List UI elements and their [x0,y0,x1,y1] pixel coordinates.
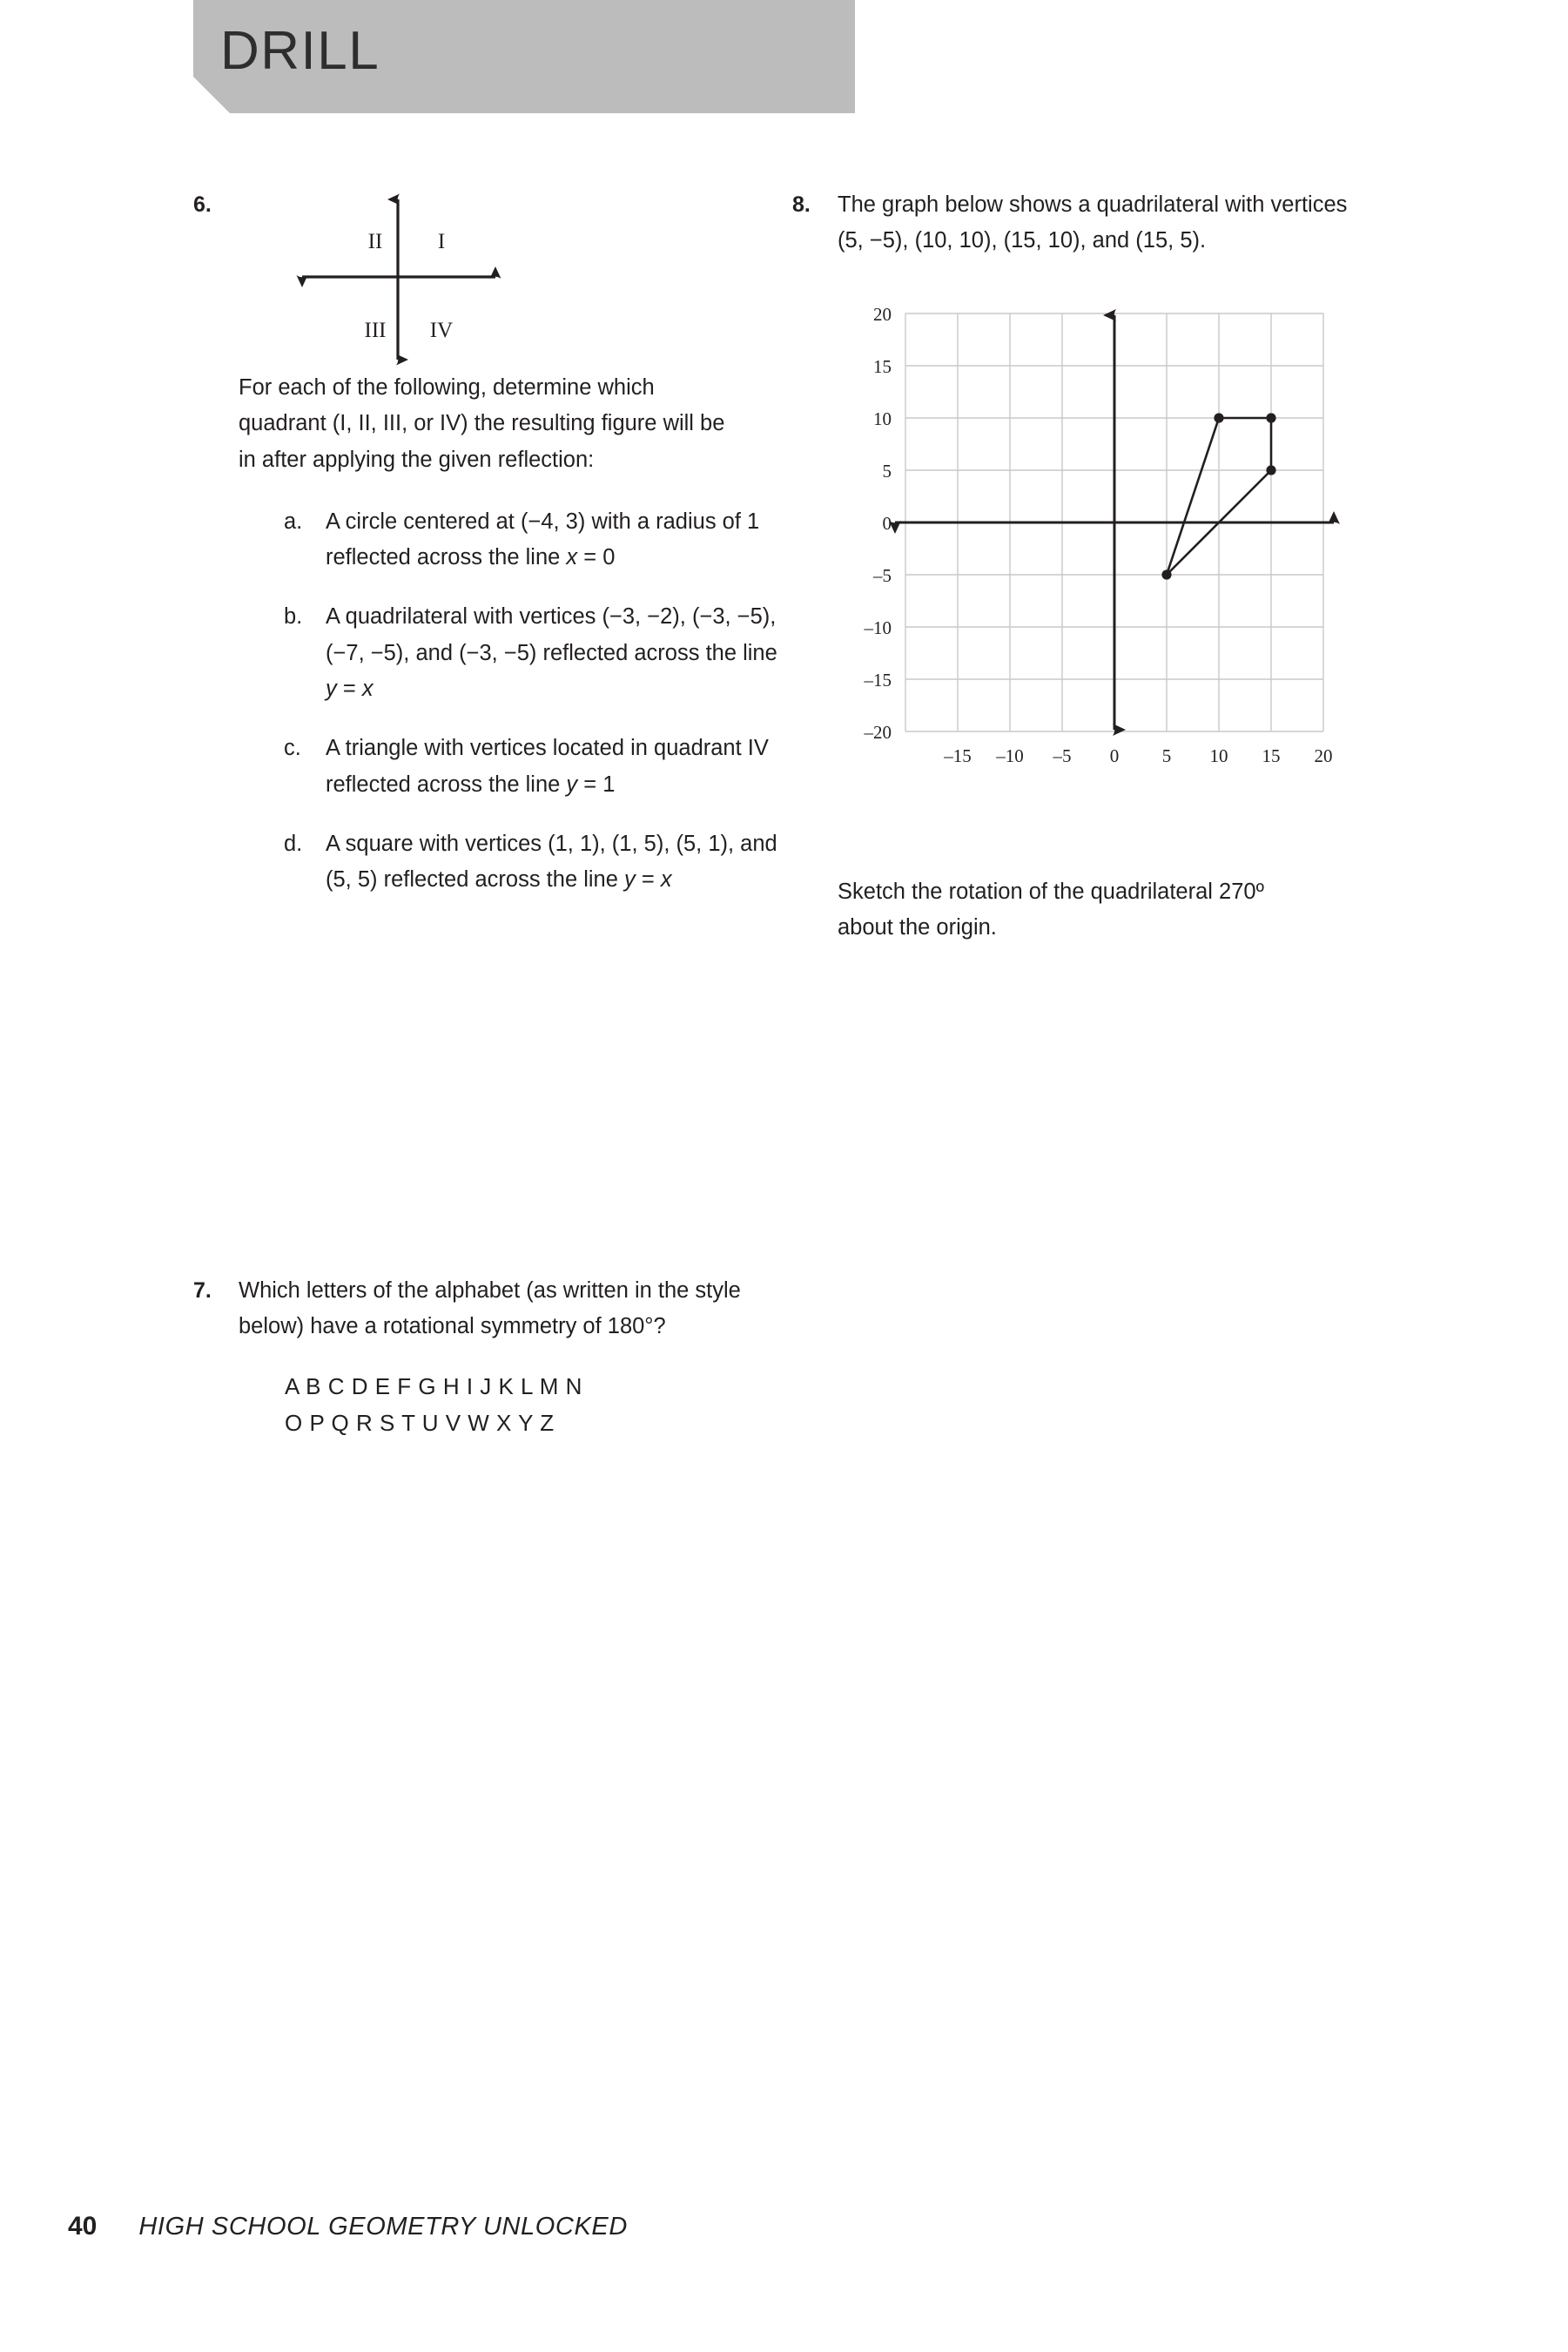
quadrant-label-IV: IV [429,319,454,342]
y-tick-label: –10 [864,617,892,638]
list-item [284,826,780,899]
x-tick-label: 20 [1314,745,1333,766]
coordinate-graph [838,300,1343,813]
question-8-body [838,187,1349,259]
x-tick-label: 15 [1262,745,1281,766]
y-tick-label: 20 [873,303,892,325]
sublist-text-b [326,599,780,707]
vertex-point [1214,413,1223,422]
list-item [284,731,780,803]
coordinate-graph-svg [838,300,1343,813]
sublist-var-d: y [624,867,636,893]
x-tick-label: 10 [1209,745,1228,766]
question-7 [193,1273,759,1441]
x-tick-label: –15 [944,745,972,766]
alphabet-block [285,1368,759,1441]
y-tick-label: –20 [864,721,892,743]
alphabet-row-2: O P Q R S T U V W X Y Z [285,1409,555,1436]
question-6-sublist [284,504,780,899]
graph-tick-labels [864,304,1333,766]
vertex-point [1266,465,1275,475]
footer-page-number: 40 [68,2212,98,2241]
sublist-label-b: b. [284,604,303,630]
sublist-text-c-part2: = 1 [577,772,616,797]
sublist-text-a-part2: = 0 [577,545,616,570]
question-6-body [239,187,780,922]
quadrant-diagram-svg [286,187,591,370]
sublist-text-a [326,504,780,576]
quadrant-label-III: III [364,319,387,342]
question-8-number: 8. [792,192,811,217]
sublist-label-a: a. [284,509,303,534]
quadrant-label-I: I [437,230,446,253]
page-title: DRILL [220,21,380,81]
sublist-label-c: c. [284,736,301,761]
question-8-sketch-note: Sketch the rotation of the quadrilateral 270º about the origin. [838,879,1264,940]
y-tick-label: –5 [873,564,892,586]
sublist-var-b: y [326,677,337,702]
sublist-text-c [326,731,780,803]
sublist-text-a-part1: A circle centered at (−4, 3) with a radius of 1 reflected across the line [326,509,760,570]
graph-axes [895,315,1334,730]
question-8 [792,187,1349,259]
left-column [193,187,777,922]
sublist-var-a: x [566,545,578,570]
right-column [792,187,1349,968]
vertex-point [1266,413,1275,422]
vertex-point [1161,569,1171,579]
list-item [284,599,780,707]
x-tick-label: –10 [996,745,1024,766]
sublist-var-c: y [566,772,578,797]
question-7-text: Which letters of the alphabet (as written in the style below) have a rotational symmetry of 180°? [239,1278,741,1339]
sublist-text-d-part1: A square with vertices (1, 1), (1, 5), (5, 1), and (5, 5) reflected across the line [326,831,777,893]
sublist-text-c-part1: A triangle with vertices located in quadrant IV reflected across the line [326,736,769,797]
footer-book-title: HIGH SCHOOL GEOMETRY UNLOCKED [138,2213,628,2241]
question-7-number: 7. [193,1278,212,1303]
question-8-text: The graph below shows a quadrilateral with vertices (5, −5), (10, 10), (15, 10), and (15, 5). [838,192,1348,253]
y-tick-label: 15 [873,355,892,377]
x-tick-label: –5 [1053,745,1072,766]
sublist-text-b-part1: A quadrilateral with vertices (−3, −2), (−3, −5), (−7, −5), and (−3, −5) reflected across the line [326,604,777,665]
y-tick-label: 0 [882,512,892,534]
quadrant-diagram [286,187,591,370]
sublist-text-d [326,826,780,899]
page-footer [68,2212,628,2241]
question-6-number: 6. [193,192,212,217]
x-tick-label: 5 [1161,745,1172,766]
alphabet-row-1: A B C D E F G H I J K L M N [285,1372,582,1399]
sublist-var-d2: x [660,867,672,893]
sublist-text-b-part2: = [336,677,362,702]
sublist-label-d: d. [284,831,303,856]
x-tick-label: 0 [1109,745,1120,766]
question-6-instructions: For each of the following, determine which quadrant (I, II, III, or IV) the resulting figure will be in after applying the given reflection: [239,375,725,472]
sublist-var-b2: x [361,677,373,702]
question-6 [193,187,777,922]
question-7-body [239,1273,759,1345]
list-item [284,504,780,576]
quadrant-label-II: II [367,230,383,253]
y-tick-label: 5 [882,460,892,482]
y-tick-label: –15 [864,669,892,691]
sublist-text-d-part2: = [635,867,661,893]
y-tick-label: 10 [873,408,892,429]
